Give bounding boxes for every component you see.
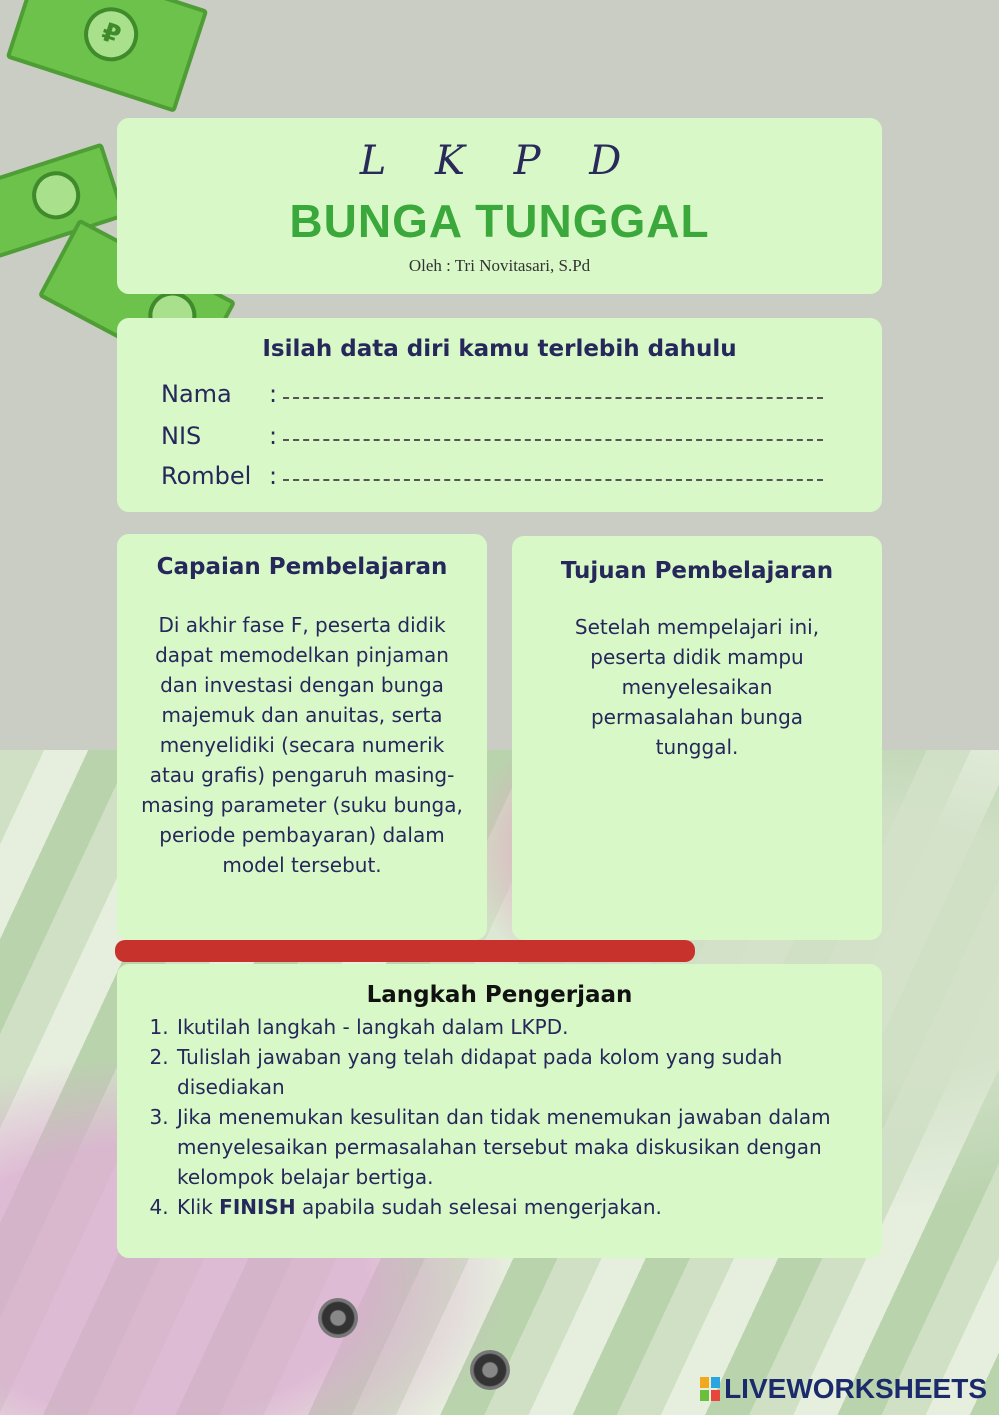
langkah-heading: Langkah Pengerjaan	[366, 982, 633, 1008]
list-item: 1. Ikutilah langkah - langkah dalam LKPD.	[175, 1012, 862, 1042]
rombel-input-line[interactable]	[283, 477, 823, 481]
langkah-card	[117, 964, 882, 1258]
form-row-nis	[161, 422, 823, 450]
author: Oleh : Tri Novitasari, S.Pd	[408, 256, 591, 275]
field-label: NIS	[161, 422, 202, 450]
list-item: 3. Jika menemukan kesulitan dan tidak menemukan jawaban dalam menyelesaikan permasalahan tersebut maka diskusikan dengan kelompok belajar bertiga.	[175, 1102, 862, 1192]
banknote-icon: ₽	[6, 0, 209, 113]
liveworksheets-logo-icon	[700, 1377, 720, 1401]
steps-list	[117, 1012, 862, 1222]
field-label: Rombel	[161, 462, 252, 490]
list-item: 2. Tulislah jawaban yang telah didapat pada kolom yang sudah disediakan	[175, 1042, 862, 1102]
subtitle: L K P D	[359, 138, 640, 184]
field-sep: :	[269, 462, 278, 490]
field-sep: :	[269, 380, 278, 408]
list-item: 4. Klik FINISH apabila sudah selesai mengerjakan.	[175, 1192, 862, 1222]
form-card	[117, 318, 882, 512]
capaian-card	[117, 534, 487, 940]
form-row-nama	[161, 380, 823, 408]
nama-input-line[interactable]	[283, 395, 823, 399]
page-title: BUNGA TUNGGAL	[289, 195, 710, 247]
form-row-rombel	[161, 462, 823, 490]
finish-label: FINISH	[219, 1195, 296, 1219]
logo-text: LIVEWORKSHEETS	[724, 1373, 987, 1404]
header-card	[117, 118, 882, 294]
field-sep: :	[269, 422, 278, 450]
capaian-text: Di akhir fase F, peserta didik dapat memodelkan pinjaman dan investasi dengan bunga majemuk dan anuitas, serta menyelidiki (secara numerik atau grafis) pengaruh masing-masing parameter (suku bunga, periode pembayaran) dalam model tersebut.	[141, 613, 463, 877]
cart-handle	[115, 940, 695, 962]
field-label: Nama	[161, 380, 232, 408]
tujuan-heading: Tujuan Pembelajaran	[560, 558, 834, 584]
cart-wheel	[318, 1298, 358, 1338]
tujuan-card	[512, 536, 882, 940]
liveworksheets-logo[interactable]	[700, 1373, 987, 1405]
form-heading: Isilah data diri kamu terlebih dahulu	[262, 336, 737, 362]
cart-wheel	[470, 1350, 510, 1390]
tujuan-text: Setelah mempelajari ini, peserta didik mampu menyelesaikan permasalahan bunga tunggal.	[574, 615, 820, 759]
capaian-heading: Capaian Pembelajaran	[156, 554, 448, 580]
nis-input-line[interactable]	[283, 437, 823, 441]
